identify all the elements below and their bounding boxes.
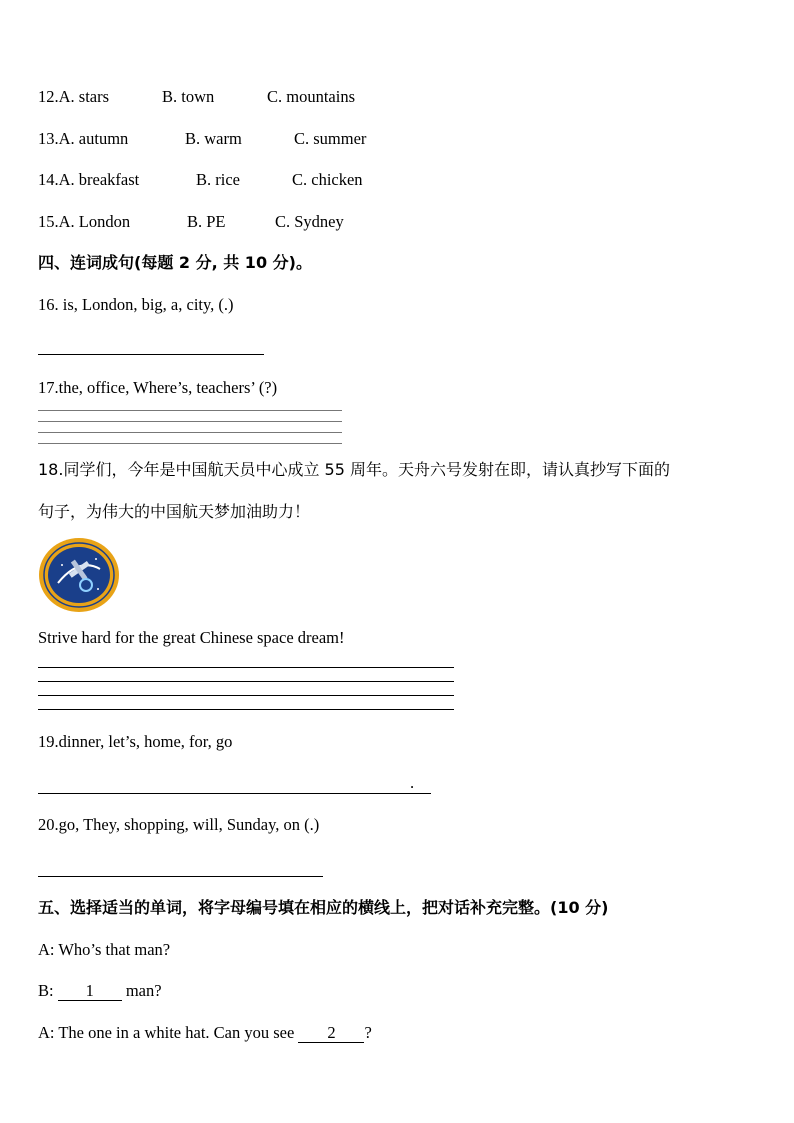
- option-c: C. chicken: [292, 170, 363, 189]
- answer-line-20: [38, 876, 323, 877]
- question-15: [38, 211, 344, 233]
- question-18-line-1: 18.同学们，今年是中国航天员中心成立 55 周年。天舟六号发射在即，请认真抄写下面的: [38, 460, 670, 479]
- option-a: A. stars: [58, 87, 110, 106]
- dialogue-line-2: [38, 980, 162, 1002]
- dialogue-line-3-start: A: The one in a white hat. Can you see: [38, 1023, 299, 1042]
- writing-line-17-a: [38, 410, 342, 411]
- option-c: C. summer: [294, 129, 367, 148]
- answer-line-16: [38, 354, 264, 355]
- option-a: A. breakfast: [58, 170, 140, 189]
- writing-line-18-b: [38, 681, 454, 682]
- question-13: [38, 128, 367, 150]
- question-number: 12.: [38, 87, 59, 106]
- question-14: [38, 169, 363, 191]
- question-12: [38, 86, 356, 108]
- answer-line-19-period: .: [410, 773, 415, 792]
- section-5-heading: 五、选择适当的单词，将字母编号填在相应的横线上，把对话补充完整。(10 分): [38, 898, 609, 917]
- option-b: B. PE: [187, 212, 226, 231]
- blank-2[interactable]: 2: [298, 1024, 364, 1043]
- dialogue-line-3-end: ?: [364, 1023, 372, 1042]
- tianzhou-6-emblem-icon: [38, 537, 120, 613]
- writing-line-18-a: [38, 667, 454, 668]
- option-b: B. town: [162, 87, 215, 106]
- writing-line-17-d: [38, 443, 342, 444]
- writing-line-18-c: [38, 695, 454, 696]
- question-number: 15.: [38, 212, 59, 231]
- section-4-heading: 四、连词成句(每题 2 分, 共 10 分)。: [38, 253, 312, 272]
- option-a: A. autumn: [58, 129, 129, 148]
- writing-line-17-c: [38, 432, 342, 433]
- dialogue-line-2-rest: man?: [121, 981, 162, 1000]
- blank-1[interactable]: 1: [58, 982, 122, 1001]
- question-19: 19.dinner, let’s, home, for, go: [38, 732, 233, 751]
- question-number: 14.: [38, 170, 59, 189]
- question-20: 20.go, They, shopping, will, Sunday, on (.): [38, 815, 320, 834]
- writing-line-17-b: [38, 421, 342, 422]
- dialogue-line-3: [38, 1022, 372, 1044]
- question-18-line-2: 句子，为伟大的中国航天梦加油助力！: [38, 502, 311, 521]
- option-a: A. London: [58, 212, 131, 231]
- dialogue-line-1: A: Who’s that man?: [38, 940, 171, 959]
- option-b: B. warm: [185, 129, 242, 148]
- option-c: C. mountains: [267, 87, 356, 106]
- writing-line-18-d: [38, 709, 454, 710]
- question-17: 17.the, office, Where’s, teachers’ (?): [38, 378, 278, 397]
- option-b: B. rice: [196, 170, 240, 189]
- question-16: 16. is, London, big, a, city, (.): [38, 295, 234, 314]
- option-c: C. Sydney: [275, 212, 344, 231]
- question-number: 13.: [38, 129, 59, 148]
- answer-line-19: [38, 793, 431, 794]
- dialogue-speaker-b: B:: [38, 981, 58, 1000]
- question-18-sentence: Strive hard for the great Chinese space dream!: [38, 628, 345, 647]
